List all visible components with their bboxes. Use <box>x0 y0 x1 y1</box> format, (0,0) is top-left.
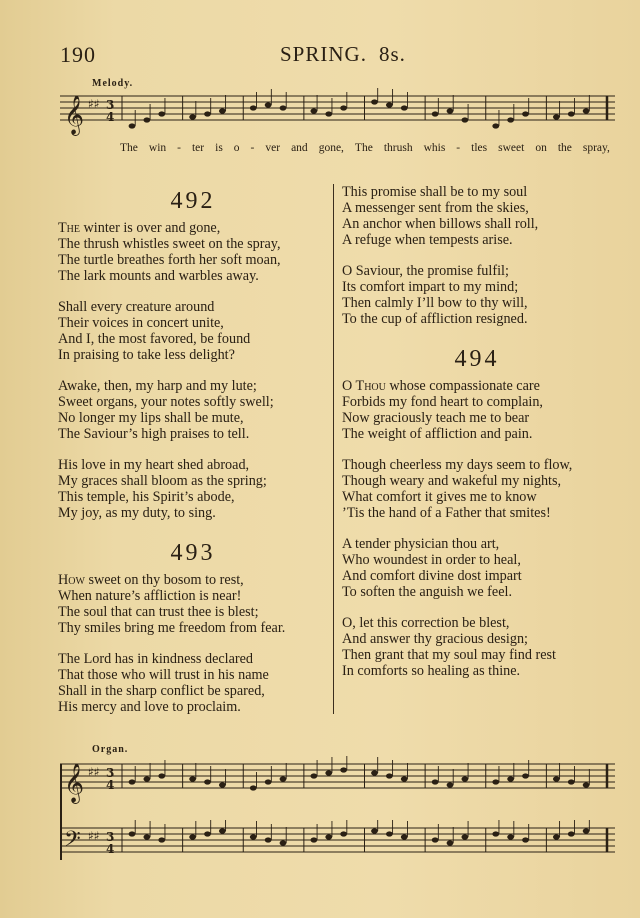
note-head <box>553 114 560 119</box>
note-head <box>553 776 560 781</box>
note-head <box>219 782 226 787</box>
note-head <box>432 837 439 842</box>
note-head <box>310 108 317 113</box>
note-head <box>325 111 332 116</box>
verse-line: The thrush whistles sweet on the spray, <box>58 236 281 252</box>
treble-clef-icon: 𝄞 <box>64 763 85 803</box>
note-head <box>129 123 136 128</box>
note-head <box>522 773 529 778</box>
verse-line: Then grant that my soul may find rest <box>342 647 556 663</box>
stanza <box>342 457 612 521</box>
lyric-syllable: whis <box>423 142 446 154</box>
verse-line: Its comfort impart to my mind; <box>342 279 519 295</box>
stanza <box>58 651 328 715</box>
note-head <box>432 111 439 116</box>
verse-line: That those who will trust in his name <box>58 667 269 683</box>
note-head <box>189 776 196 781</box>
verse-line: Forbids my fond heart to complain, <box>342 394 543 410</box>
note-head <box>158 773 165 778</box>
stanza <box>58 220 328 284</box>
verse-line: Though cheerless my days seem to flow, <box>342 457 573 473</box>
verse-line: ’Tis the hand of a Father that smites! <box>342 505 551 521</box>
note-head <box>325 770 332 775</box>
note-head <box>522 111 529 116</box>
note-head <box>583 782 590 787</box>
verse-line: O, let this correction be blest, <box>342 615 510 631</box>
note-head <box>204 831 211 836</box>
note-head <box>386 102 393 107</box>
verse-line: To soften the anguish we feel. <box>342 584 512 600</box>
lyric-syllable: win <box>148 142 167 154</box>
time-signature-icon: 3 <box>106 98 115 112</box>
lyric-syllable: and <box>291 142 308 154</box>
note-head <box>492 831 499 836</box>
stanza <box>58 572 328 636</box>
verse-line: In comforts so healing as thine. <box>342 663 521 679</box>
verse-line: A refuge when tempests arise. <box>342 232 513 248</box>
note-head <box>189 114 196 119</box>
note-head <box>447 840 454 845</box>
note-head <box>553 834 560 839</box>
key-signature-icon: ♯♯ <box>88 765 100 779</box>
time-signature-icon: 4 <box>106 110 115 124</box>
verse-line: No longer my lips shall be mute, <box>58 410 244 426</box>
hymn-493-continued <box>342 184 612 327</box>
lyric-syllable: The <box>120 142 138 154</box>
verse-line: Thy smiles bring me freedom from fear. <box>58 620 286 636</box>
drop-word: O Thou <box>342 378 386 394</box>
verse-line: Shall every creature around <box>58 299 215 315</box>
stanza <box>342 536 612 600</box>
verse-line: Then calmly I’ll bow to thy will, <box>342 295 528 311</box>
stanza <box>342 263 612 327</box>
verse-line: Awake, then, my harp and my lute; <box>58 378 257 394</box>
note-head <box>386 831 393 836</box>
stanza <box>58 457 328 521</box>
verse-line: When nature’s affliction is near! <box>58 588 242 604</box>
note-head <box>204 111 211 116</box>
note-head <box>401 776 408 781</box>
verse-line: In praising to take less delight? <box>58 347 235 363</box>
verse-line: Shall in the sharp conflict be spared, <box>58 683 265 699</box>
note-head <box>507 117 514 122</box>
note-head <box>310 837 317 842</box>
stanza <box>58 378 328 442</box>
stanza <box>342 184 612 248</box>
lyric-syllable: - <box>250 142 255 154</box>
stanza <box>342 615 612 679</box>
note-head <box>492 779 499 784</box>
verse-line: Sweet organs, your notes softly swell; <box>58 394 274 410</box>
melody-staff <box>60 88 615 136</box>
note-head <box>371 770 378 775</box>
hymn-493 <box>58 536 328 715</box>
verse-line: This promise shall be to my soul <box>342 184 528 200</box>
verse-line: His love in my heart shed abroad, <box>58 457 250 473</box>
verse-line: His mercy and love to proclaim. <box>58 699 241 715</box>
lyric-syllable: ter <box>191 142 205 154</box>
hymn-number: 494 <box>454 346 500 372</box>
verse-line: Their voices in concert unite, <box>58 315 224 331</box>
verse-line: The weight of affliction and pain. <box>342 426 533 442</box>
note-head <box>461 776 468 781</box>
treble-clef-icon: 𝄞 <box>64 95 85 135</box>
note-head <box>143 834 150 839</box>
lyric-syllable: thrush <box>383 142 413 154</box>
verse-line: A messenger sent from the skies, <box>342 200 529 216</box>
lyric-syllable: o <box>233 142 240 154</box>
verse-line: To the cup of affliction resigned. <box>342 311 528 327</box>
verse-line: And I, the most favored, be found <box>58 331 251 347</box>
right-column <box>342 184 612 694</box>
note-head <box>280 776 287 781</box>
hymn-494 <box>342 342 612 679</box>
key-signature-icon: ♯♯ <box>88 829 100 843</box>
page-header <box>60 42 610 72</box>
page-number: 190 <box>60 42 96 67</box>
note-head <box>325 834 332 839</box>
verse-line: O Saviour, the promise fulfil; <box>342 263 509 279</box>
lyric-syllable: The <box>354 142 373 154</box>
note-head <box>401 834 408 839</box>
verse-line: My joy, as my duty, to sing. <box>58 505 216 521</box>
note-head <box>219 828 226 833</box>
verse-line: What comfort it gives me to know <box>342 489 537 505</box>
note-head <box>461 834 468 839</box>
note-head <box>250 785 257 790</box>
note-head <box>461 117 468 122</box>
key-signature-icon: ♯♯ <box>88 97 100 111</box>
verse-line: Now graciously teach me to bear <box>342 410 530 426</box>
note-head <box>386 773 393 778</box>
note-head <box>371 828 378 833</box>
note-head <box>447 782 454 787</box>
lyric-syllable: the <box>557 142 572 154</box>
verse-line: An anchor when billows shall roll, <box>342 216 539 232</box>
note-head <box>204 779 211 784</box>
lyric-syllable: - <box>177 142 181 154</box>
stanza <box>342 378 612 442</box>
verse-line: My graces shall bloom as the spring; <box>58 473 267 489</box>
verse-line: The Saviour’s high praises to tell. <box>58 426 250 442</box>
note-head <box>280 105 287 110</box>
melody-lyrics <box>120 142 610 154</box>
bass-clef-icon: 𝄢 <box>64 827 81 857</box>
note-head <box>143 117 150 122</box>
note-head <box>522 837 529 842</box>
note-head <box>280 840 287 845</box>
note-head <box>129 779 136 784</box>
hymn-number: 493 <box>170 540 216 566</box>
note-head <box>340 831 347 836</box>
verse-line: Who woundest in order to heal, <box>342 552 521 568</box>
time-signature-icon: 4 <box>106 842 115 856</box>
verse-line: Though weary and wakeful my nights, <box>342 473 562 489</box>
lyric-syllable: spray, <box>582 142 610 154</box>
time-signature-icon: 3 <box>106 830 115 844</box>
organ-treble-staff <box>60 756 615 806</box>
note-head <box>568 831 575 836</box>
tune-meter: 8s. <box>378 42 406 66</box>
note-head <box>158 837 165 842</box>
melody-label: Melody. <box>92 78 134 89</box>
note-head <box>340 767 347 772</box>
tune-title: SPRING. <box>280 42 367 66</box>
note-head <box>143 776 150 781</box>
verse-line: O Thou whose compassionate care <box>342 378 540 394</box>
time-signature-icon: 4 <box>106 778 115 792</box>
verse-line: How sweet on thy bosom to rest, <box>58 572 244 588</box>
verse-line: The lark mounts and warbles away. <box>58 268 259 284</box>
note-head <box>265 837 272 842</box>
hymn-number: 492 <box>170 188 216 214</box>
lyric-syllable: sweet <box>498 142 525 154</box>
note-head <box>129 831 136 836</box>
column-divider <box>333 184 334 714</box>
system-brace-line <box>60 764 62 860</box>
note-head <box>507 834 514 839</box>
lyric-syllable: on <box>535 142 547 154</box>
lyric-syllable: tles <box>471 142 488 154</box>
verse-line: And answer thy gracious design; <box>342 631 528 647</box>
note-head <box>265 102 272 107</box>
verse-line: The winter is over and gone, <box>58 220 221 236</box>
drop-word: How <box>58 572 85 588</box>
verse-line: The soul that can trust thee is blest; <box>58 604 259 620</box>
lyric-syllable: - <box>456 142 461 154</box>
note-head <box>158 111 165 116</box>
note-head <box>568 779 575 784</box>
note-head <box>432 779 439 784</box>
note-head <box>250 105 257 110</box>
note-head <box>371 99 378 104</box>
drop-word: The <box>58 220 80 236</box>
note-head <box>250 834 257 839</box>
left-column <box>58 180 328 730</box>
note-head <box>583 108 590 113</box>
verse-line: And comfort divine dost impart <box>342 568 522 584</box>
running-title <box>280 42 406 67</box>
note-head <box>583 828 590 833</box>
organ-label: Organ. <box>92 744 129 755</box>
lyric-syllable: ver <box>265 142 281 154</box>
lyric-syllable: gone, <box>318 142 344 154</box>
verse-line: The Lord has in kindness declared <box>58 651 254 667</box>
stanza <box>58 299 328 363</box>
verse-line: A tender physician thou art, <box>342 536 500 552</box>
lyric-syllable: is <box>215 142 223 154</box>
verse-line: The turtle breathes forth her soft moan, <box>58 252 281 268</box>
note-head <box>189 834 196 839</box>
hymn-492 <box>58 184 328 521</box>
note-head <box>492 123 499 128</box>
note-head <box>447 108 454 113</box>
note-head <box>310 773 317 778</box>
note-head <box>340 105 347 110</box>
organ-bass-staff <box>60 820 615 870</box>
note-head <box>219 108 226 113</box>
note-head <box>265 779 272 784</box>
note-head <box>507 776 514 781</box>
note-head <box>568 111 575 116</box>
verse-line: This temple, his Spirit’s abode, <box>58 489 235 505</box>
note-head <box>401 105 408 110</box>
time-signature-icon: 3 <box>106 766 115 780</box>
